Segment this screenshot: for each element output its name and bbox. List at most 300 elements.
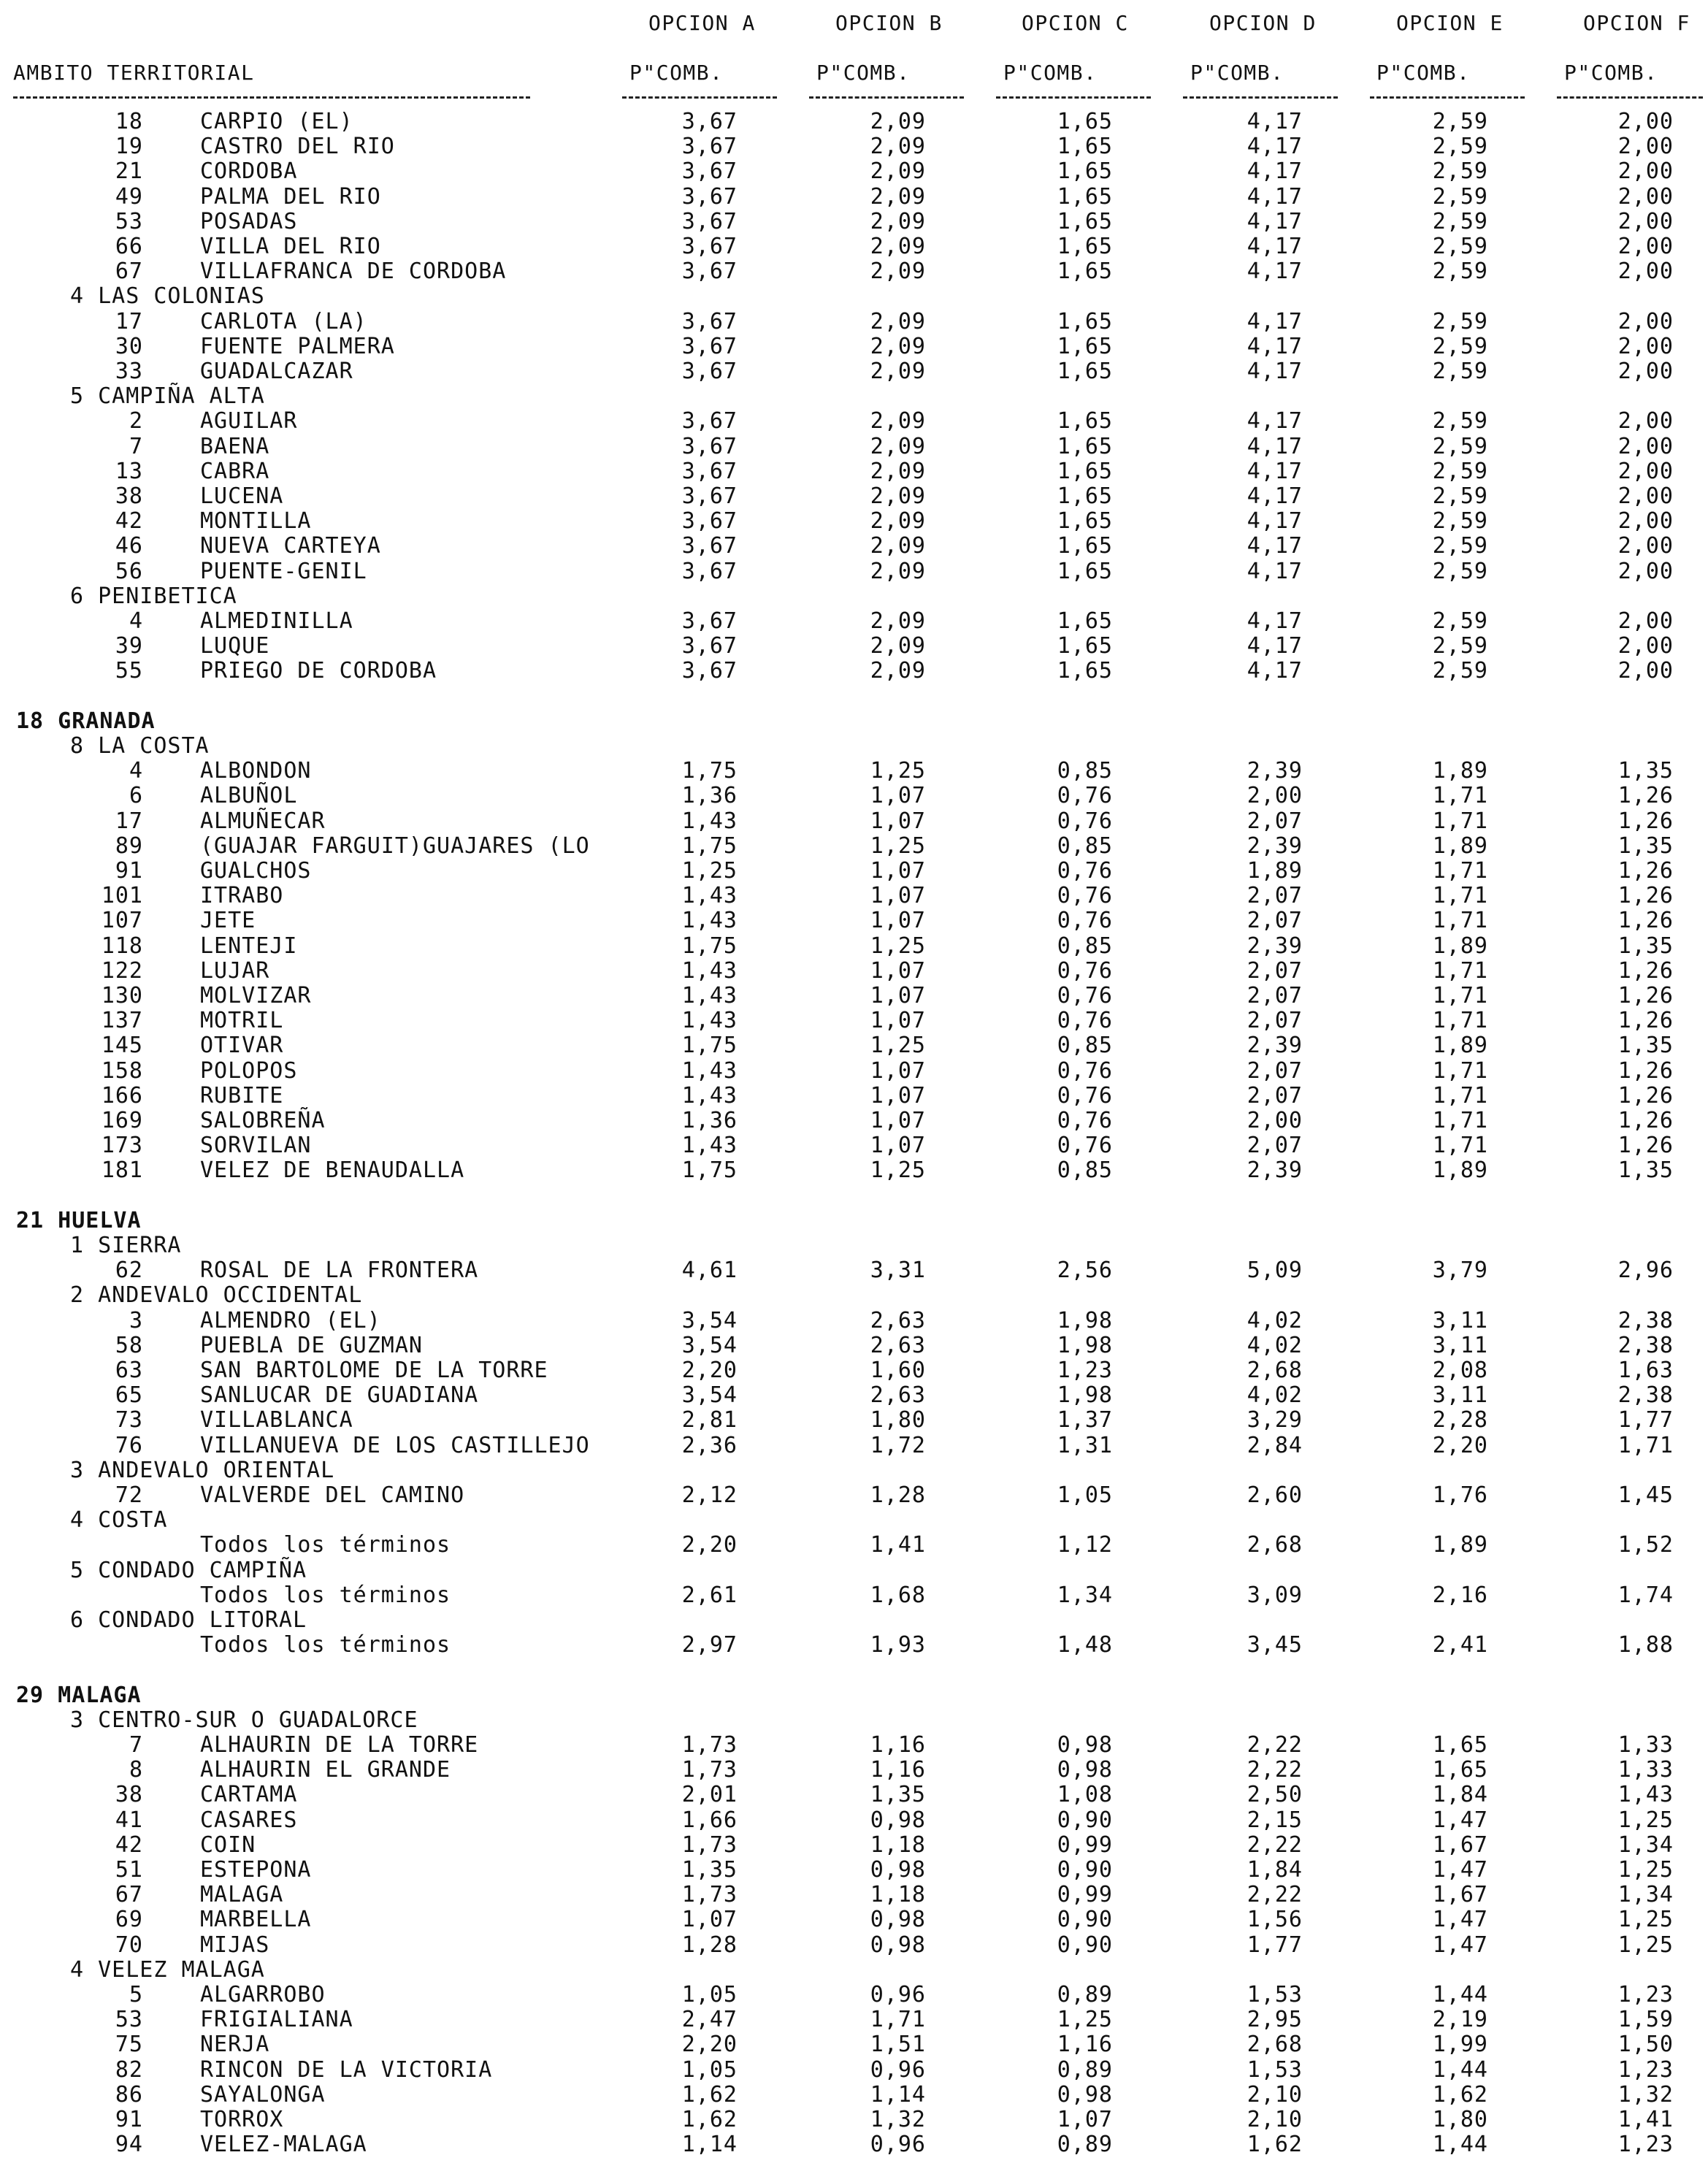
option-b-value: 1,07 [870,1058,926,1084]
option-a-subheader: P"COMB. [629,61,724,85]
option-e-value: 1,71 [1432,1008,1488,1033]
option-a-value: 1,73 [681,1757,738,1783]
municipality-name: VELEZ-MALAGA [200,2132,367,2157]
option-f-value: 1,26 [1617,1008,1674,1033]
option-d-subheader: P"COMB. [1190,61,1284,85]
option-a-value: 1,36 [681,783,738,808]
option-b-value: 1,07 [870,1083,926,1109]
option-f-value: 1,26 [1617,883,1674,908]
option-b-value: 1,18 [870,1832,926,1858]
option-d-value: 2,22 [1246,1832,1303,1858]
option-e-value: 1,67 [1432,1832,1488,1858]
municipality-name: POSADAS [200,209,298,234]
option-d-value: 4,17 [1246,158,1303,184]
option-c-value: 0,90 [1057,1807,1113,1833]
option-c-value: 1,65 [1057,109,1113,134]
municipality-name: PRIEGO DE CORDOBA [200,658,437,684]
option-d-value: 4,17 [1246,209,1303,234]
option-c-value: 0,85 [1057,1157,1113,1183]
municipality-name: (GUAJAR FARGUIT)GUAJARES (LO [200,833,590,859]
option-d-value: 1,77 [1246,1932,1303,1958]
option-d-value: 4,17 [1246,608,1303,634]
option-a-value: 2,61 [681,1582,738,1608]
option-f-value: 2,00 [1617,559,1674,584]
municipality-name: SORVILAN [200,1133,312,1158]
municipality-name: OTIVAR [200,1033,284,1058]
comarca-heading: 3 CENTRO-SUR O GUADALORCE [70,1707,418,1733]
option-e-value: 2,59 [1432,633,1488,659]
option-d-value: 4,17 [1246,109,1303,134]
option-e-value: 1,89 [1432,1157,1488,1183]
option-d-value: 2,95 [1246,2007,1303,2032]
option-e-value: 2,59 [1432,508,1488,534]
municipality-name: NUEVA CARTEYA [200,533,381,559]
municipality-name: CARLOTA (LA) [200,309,367,334]
comarca-heading: 4 LAS COLONIAS [70,283,265,309]
option-c-value: 1,65 [1057,184,1113,210]
option-d-value: 2,07 [1246,1083,1303,1109]
option-a-value: 1,75 [681,1033,738,1058]
municipality-code: 130 [101,983,143,1008]
option-d-value: 4,17 [1246,334,1303,359]
option-f-value: 2,38 [1617,1333,1674,1358]
municipality-code: 13 [115,459,143,484]
municipality-code: 58 [115,1333,143,1358]
municipality-code: 7 [129,1732,143,1758]
option-d-value: 2,10 [1246,2107,1303,2132]
header-separator [996,96,1151,99]
municipality-code: 67 [115,1882,143,1907]
municipality-name: ALMEDINILLA [200,608,353,634]
option-a-value: 3,67 [681,309,738,334]
municipality-code: 7 [129,434,143,459]
option-c-value: 1,48 [1057,1632,1113,1658]
municipality-code: 4 [129,608,143,634]
municipality-code: 62 [115,1258,143,1283]
municipality-code: 63 [115,1358,143,1383]
option-e-value: 2,19 [1432,2007,1488,2032]
option-f-value: 2,00 [1617,309,1674,334]
comarca-heading: 8 LA COSTA [70,733,210,759]
option-c-value: 1,65 [1057,334,1113,359]
option-c-value: 0,76 [1057,908,1113,933]
option-d-value: 2,15 [1246,1807,1303,1833]
option-d-value: 1,56 [1246,1907,1303,1932]
municipality-code: 51 [115,1857,143,1883]
option-a-value: 1,43 [681,1083,738,1109]
municipality-name: TORROX [200,2107,284,2132]
option-a-value: 1,75 [681,933,738,959]
option-d-value: 4,17 [1246,408,1303,434]
option-e-value: 2,59 [1432,334,1488,359]
option-c-value: 1,34 [1057,1582,1113,1608]
option-c-value: 0,98 [1057,2082,1113,2108]
option-e-value: 1,89 [1432,933,1488,959]
comarca-heading: 3 ANDEVALO ORIENTAL [70,1458,335,1483]
option-c-value: 1,65 [1057,483,1113,509]
option-f-value: 2,00 [1617,209,1674,234]
option-f-value: 1,26 [1617,958,1674,984]
option-f-value: 1,26 [1617,908,1674,933]
option-c-value: 1,37 [1057,1407,1113,1433]
option-d-value: 4,17 [1246,483,1303,509]
option-d-header: OPCION D [1209,11,1317,35]
option-f-value: 1,25 [1617,1857,1674,1883]
municipality-name: MIJAS [200,1932,270,1958]
option-e-value: 1,65 [1432,1732,1488,1758]
option-d-value: 2,00 [1246,783,1303,808]
municipality-name: CASARES [200,1807,298,1833]
option-e-value: 2,59 [1432,533,1488,559]
option-e-value: 3,79 [1432,1258,1488,1283]
option-d-value: 2,07 [1246,958,1303,984]
option-f-value: 1,26 [1617,1058,1674,1084]
option-b-value: 2,09 [870,408,926,434]
option-e-value: 2,59 [1432,434,1488,459]
header-separator [1183,96,1338,99]
option-a-value: 1,05 [681,1982,738,2007]
municipality-name: VILLAFRANCA DE CORDOBA [200,259,507,284]
option-f-value: 1,88 [1617,1632,1674,1658]
option-d-value: 2,39 [1246,933,1303,959]
option-c-value: 0,76 [1057,1058,1113,1084]
municipality-code: 91 [115,2107,143,2132]
option-f-value: 1,26 [1617,1133,1674,1158]
option-d-value: 3,45 [1246,1632,1303,1658]
option-b-value: 2,63 [870,1333,926,1358]
municipality-code: 107 [101,908,143,933]
option-c-value: 0,89 [1057,2057,1113,2083]
municipality-code: 166 [101,1083,143,1109]
option-e-value: 2,59 [1432,658,1488,684]
option-d-value: 2,60 [1246,1482,1303,1508]
option-c-value: 1,98 [1057,1333,1113,1358]
comarca-heading: 4 VELEZ MALAGA [70,1957,265,1983]
option-a-value: 1,73 [681,1882,738,1907]
municipality-code: 122 [101,958,143,984]
option-f-value: 1,77 [1617,1407,1674,1433]
municipality-code: 38 [115,483,143,509]
municipality-name: PUEBLA DE GUZMAN [200,1333,423,1358]
option-c-subheader: P"COMB. [1003,61,1098,85]
option-a-value: 3,54 [681,1333,738,1358]
municipality-code: 91 [115,858,143,884]
municipality-code: 6 [129,783,143,808]
option-f-value: 1,74 [1617,1582,1674,1608]
option-d-value: 2,39 [1246,758,1303,784]
municipality-code: 89 [115,833,143,859]
option-d-value: 4,17 [1246,434,1303,459]
option-b-value: 1,72 [870,1433,926,1458]
municipality-name: MARBELLA [200,1907,312,1932]
municipality-code: 75 [115,2032,143,2057]
option-c-value: 0,76 [1057,1108,1113,1133]
municipality-name: FRIGIALIANA [200,2007,353,2032]
option-f-value: 2,00 [1617,533,1674,559]
municipality-name: CARTAMA [200,1782,298,1807]
municipality-code: 5 [129,1982,143,2007]
option-d-value: 2,07 [1246,1133,1303,1158]
municipality-code: 4 [129,758,143,784]
option-c-value: 1,65 [1057,158,1113,184]
option-b-value: 2,09 [870,559,926,584]
option-f-value: 2,00 [1617,408,1674,434]
option-b-value: 1,07 [870,908,926,933]
municipality-name: VALVERDE DEL CAMINO [200,1482,465,1508]
municipality-code: 39 [115,633,143,659]
option-a-value: 1,75 [681,833,738,859]
option-d-value: 2,50 [1246,1782,1303,1807]
municipality-code: 72 [115,1482,143,1508]
option-a-value: 3,54 [681,1308,738,1333]
option-e-value: 1,62 [1432,2082,1488,2108]
province-heading: 29 MALAGA [16,1683,142,1708]
option-e-value: 2,59 [1432,209,1488,234]
municipality-code: 70 [115,1932,143,1958]
option-f-value: 1,35 [1617,1157,1674,1183]
option-a-value: 2,47 [681,2007,738,2032]
option-f-value: 2,38 [1617,1308,1674,1333]
option-a-value: 3,67 [681,259,738,284]
option-f-value: 1,45 [1617,1482,1674,1508]
option-b-value: 2,09 [870,658,926,684]
option-d-value: 2,07 [1246,808,1303,834]
option-c-value: 0,76 [1057,808,1113,834]
municipality-code: 42 [115,508,143,534]
option-f-value: 1,26 [1617,783,1674,808]
option-a-value: 3,67 [681,633,738,659]
option-a-value: 1,43 [681,883,738,908]
municipality-name: VELEZ DE BENAUDALLA [200,1157,465,1183]
municipality-name: GUADALCAZAR [200,359,353,384]
option-f-value: 2,96 [1617,1258,1674,1283]
comarca-heading: 6 PENIBETICA [70,583,237,609]
option-c-value: 0,76 [1057,858,1113,884]
municipality-code: 76 [115,1433,143,1458]
comarca-heading: 1 SIERRA [70,1233,182,1258]
option-b-value: 1,07 [870,1133,926,1158]
option-b-value: 2,09 [870,359,926,384]
municipality-name: MOTRIL [200,1008,284,1033]
option-b-value: 1,71 [870,2007,926,2032]
option-d-value: 4,17 [1246,309,1303,334]
municipality-code: 49 [115,184,143,210]
option-a-value: 3,67 [681,184,738,210]
option-b-value: 2,09 [870,434,926,459]
option-b-value: 2,09 [870,334,926,359]
option-f-value: 1,26 [1617,1108,1674,1133]
option-b-value: 1,07 [870,958,926,984]
municipality-code: 30 [115,334,143,359]
option-b-value: 1,07 [870,858,926,884]
option-a-value: 1,43 [681,1058,738,1084]
option-d-value: 4,17 [1246,259,1303,284]
option-c-value: 1,65 [1057,408,1113,434]
option-f-value: 1,25 [1617,1907,1674,1932]
option-b-value: 2,09 [870,234,926,259]
option-b-value: 1,14 [870,2082,926,2108]
header-separator [13,96,530,99]
option-c-value: 0,76 [1057,983,1113,1008]
municipality-name: Todos los términos [200,1632,451,1658]
option-c-value: 0,98 [1057,1757,1113,1783]
option-c-value: 1,65 [1057,608,1113,634]
option-a-value: 1,07 [681,1907,738,1932]
municipality-name: CORDOBA [200,158,298,184]
option-a-value: 4,61 [681,1258,738,1283]
option-e-value: 1,47 [1432,1807,1488,1833]
municipality-code: 33 [115,359,143,384]
option-d-value: 2,22 [1246,1732,1303,1758]
option-d-value: 1,62 [1246,2132,1303,2157]
municipality-code: 69 [115,1907,143,1932]
option-c-value: 1,65 [1057,459,1113,484]
option-c-value: 1,65 [1057,533,1113,559]
option-a-value: 1,43 [681,808,738,834]
option-e-value: 1,71 [1432,1108,1488,1133]
option-e-value: 2,59 [1432,109,1488,134]
municipality-name: ALMUÑECAR [200,808,326,834]
option-a-value: 3,67 [681,334,738,359]
option-f-value: 1,34 [1617,1832,1674,1858]
option-e-value: 3,11 [1432,1382,1488,1408]
option-a-value: 2,20 [681,1532,738,1558]
option-a-value: 3,67 [681,608,738,634]
option-d-value: 2,22 [1246,1757,1303,1783]
option-d-value: 1,84 [1246,1857,1303,1883]
municipality-name: AGUILAR [200,408,298,434]
option-e-value: 2,16 [1432,1582,1488,1608]
option-b-value: 2,09 [870,459,926,484]
municipality-code: 42 [115,1832,143,1858]
municipality-name: PUENTE-GENIL [200,559,367,584]
option-e-value: 2,59 [1432,234,1488,259]
municipality-name: MONTILLA [200,508,312,534]
option-f-value: 1,26 [1617,858,1674,884]
option-d-value: 2,07 [1246,1008,1303,1033]
option-c-header: OPCION C [1022,11,1129,35]
option-f-value: 2,38 [1617,1382,1674,1408]
municipality-code: 46 [115,533,143,559]
option-d-value: 4,17 [1246,508,1303,534]
municipality-name: ESTEPONA [200,1857,312,1883]
option-f-value: 1,33 [1617,1757,1674,1783]
option-a-value: 1,35 [681,1857,738,1883]
option-c-value: 1,12 [1057,1532,1113,1558]
option-c-value: 0,76 [1057,1083,1113,1109]
option-c-value: 0,85 [1057,1033,1113,1058]
comarca-heading: 5 CAMPIÑA ALTA [70,383,265,409]
option-d-value: 2,07 [1246,1058,1303,1084]
option-a-value: 3,67 [681,459,738,484]
option-c-value: 1,65 [1057,234,1113,259]
option-b-value: 1,16 [870,1732,926,1758]
option-f-value: 1,25 [1617,1807,1674,1833]
option-d-value: 2,39 [1246,1157,1303,1183]
option-a-value: 1,43 [681,908,738,933]
municipality-code: 158 [101,1058,143,1084]
municipality-name: SALOBREÑA [200,1108,326,1133]
option-f-value: 1,59 [1617,2007,1674,2032]
option-b-value: 0,98 [870,1907,926,1932]
option-e-value: 1,99 [1432,2032,1488,2057]
municipality-name: MALAGA [200,1882,284,1907]
municipality-name: RUBITE [200,1083,284,1109]
option-e-value: 2,59 [1432,483,1488,509]
option-f-value: 1,23 [1617,2132,1674,2157]
option-b-value: 2,63 [870,1382,926,1408]
municipality-name: ALHAURIN DE LA TORRE [200,1732,479,1758]
municipality-code: 173 [101,1133,143,1158]
option-c-value: 1,08 [1057,1782,1113,1807]
option-f-value: 1,26 [1617,983,1674,1008]
option-b-value: 2,09 [870,608,926,634]
option-f-value: 2,00 [1617,234,1674,259]
municipality-name: Todos los términos [200,1532,451,1558]
municipality-name: ITRABO [200,883,284,908]
option-b-value: 1,18 [870,1882,926,1907]
option-b-value: 2,09 [870,134,926,159]
ambito-territorial-header: AMBITO TERRITORIAL [13,61,255,85]
municipality-code: 17 [115,309,143,334]
municipality-code: 17 [115,808,143,834]
option-c-value: 0,89 [1057,2132,1113,2157]
option-e-value: 1,71 [1432,908,1488,933]
option-a-value: 1,62 [681,2107,738,2132]
option-e-value: 1,71 [1432,808,1488,834]
option-e-value: 2,59 [1432,309,1488,334]
option-e-subheader: P"COMB. [1376,61,1471,85]
option-f-value: 2,00 [1617,608,1674,634]
municipality-name: VILLABLANCA [200,1407,353,1433]
municipality-name: GUALCHOS [200,858,312,884]
option-e-value: 2,59 [1432,184,1488,210]
municipality-name: SAN BARTOLOME DE LA TORRE [200,1358,548,1383]
option-a-value: 1,62 [681,2082,738,2108]
option-e-value: 3,11 [1432,1308,1488,1333]
municipality-name: CASTRO DEL RIO [200,134,395,159]
option-a-value: 1,05 [681,2057,738,2083]
option-e-value: 1,71 [1432,958,1488,984]
option-f-value: 2,00 [1617,508,1674,534]
option-b-value: 1,80 [870,1407,926,1433]
municipality-name: VILLA DEL RIO [200,234,381,259]
option-a-value: 3,67 [681,483,738,509]
option-f-value: 1,34 [1617,1882,1674,1907]
option-d-value: 4,17 [1246,134,1303,159]
option-e-value: 1,71 [1432,783,1488,808]
option-b-value: 3,31 [870,1258,926,1283]
option-f-value: 1,25 [1617,1932,1674,1958]
municipality-code: 8 [129,1757,143,1783]
municipality-name: SAYALONGA [200,2082,326,2108]
option-a-value: 3,67 [681,158,738,184]
option-d-value: 4,17 [1246,459,1303,484]
option-a-value: 1,43 [681,1008,738,1033]
option-f-value: 1,32 [1617,2082,1674,2108]
option-b-value: 1,07 [870,783,926,808]
option-b-value: 1,07 [870,983,926,1008]
option-e-value: 2,59 [1432,158,1488,184]
option-b-value: 2,09 [870,158,926,184]
option-f-value: 2,00 [1617,259,1674,284]
option-b-value: 1,07 [870,1008,926,1033]
option-f-value: 1,26 [1617,808,1674,834]
option-a-header: OPCION A [648,11,756,35]
municipality-name: ALBONDON [200,758,312,784]
option-f-value: 1,41 [1617,2107,1674,2132]
municipality-name: ROSAL DE LA FRONTERA [200,1258,479,1283]
